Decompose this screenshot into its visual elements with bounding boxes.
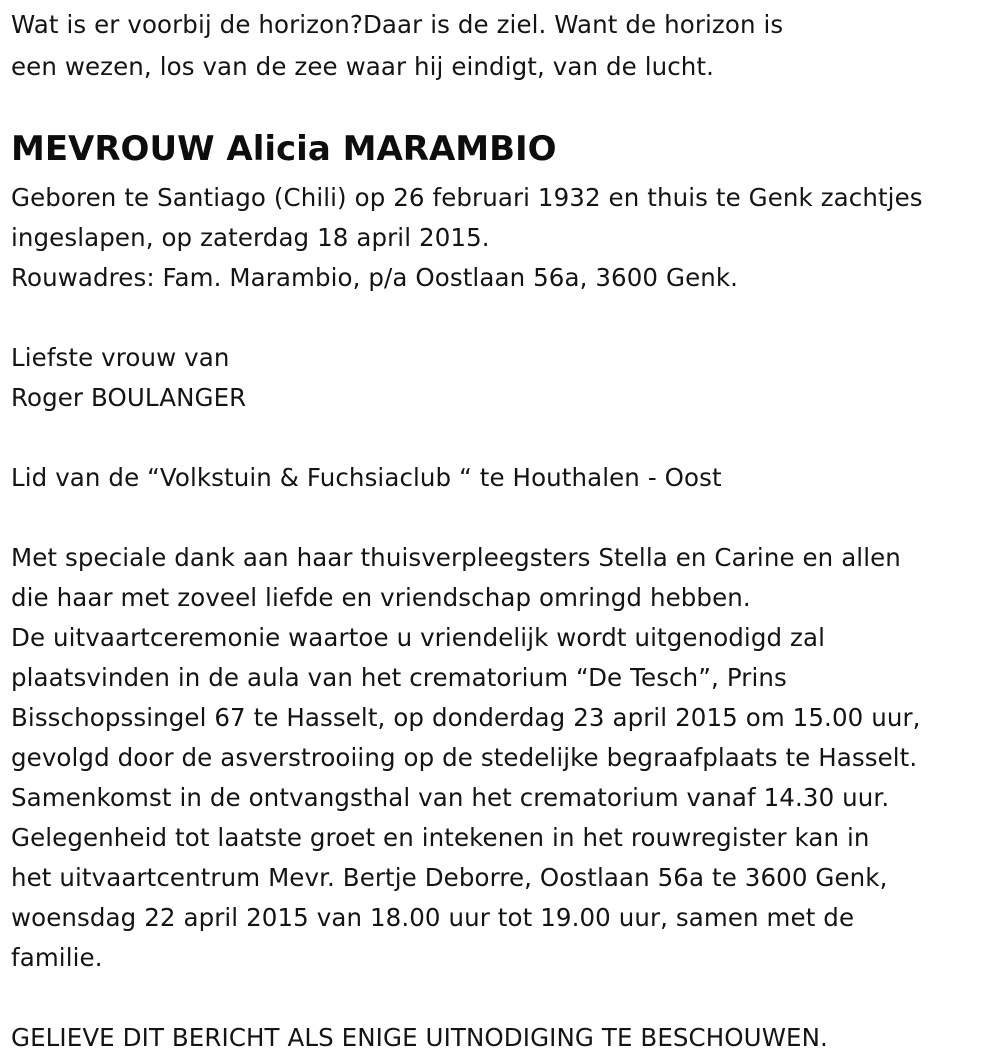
birth-death-info — [11, 178, 996, 258]
spacer — [11, 298, 996, 338]
body-line: De uitvaartceremonie waartoe u vriendelijk wordt uitgenodigd zal — [11, 623, 826, 652]
body-line: familie. — [11, 943, 103, 972]
membership-line: Lid van de “Volkstuin & Fuchsiaclub “ te Houthalen - Oost — [11, 463, 722, 492]
body-line: Samenkomst in de ontvangsthal van het crematorium vanaf 14.30 uur. — [11, 783, 890, 812]
closing-notice: GELIEVE DIT BERICHT ALS ENIGE UITNODIGING TE BESCHOUWEN. — [11, 1023, 828, 1052]
spouse-line-1: Liefste vrouw van — [11, 343, 230, 372]
body-line: Bisschopssingel 67 te Hasselt, op donderdag 23 april 2015 om 15.00 uur, — [11, 703, 921, 732]
deceased-name-heading: MEVROUW Alicia MARAMBIO — [11, 129, 557, 169]
birth-death-line-1: Geboren te Santiago (Chili) op 26 februari 1932 en thuis te Genk zachtjes — [11, 183, 923, 212]
spacer — [11, 978, 996, 1018]
obituary-notice — [11, 0, 996, 1058]
birth-death-line-2: ingeslapen, op zaterdag 18 april 2015. — [11, 223, 490, 252]
poem-line-2: een wezen, los van de zee waar hij eindigt, van de lucht. — [11, 52, 715, 81]
body-line: die haar met zoveel liefde en vriendschap omringd hebben. — [11, 583, 751, 612]
body-line: gevolgd door de asverstrooiing op de stedelijke begraafplaats te Hasselt. — [11, 743, 918, 772]
opening-poem — [11, 4, 996, 88]
spacer — [11, 418, 996, 458]
body-line: woensdag 22 april 2015 van 18.00 uur tot 19.00 uur, samen met de — [11, 903, 855, 932]
spouse-info — [11, 338, 996, 418]
ceremony-details — [11, 538, 996, 978]
body-line: plaatsvinden in de aula van het crematorium “De Tesch”, Prins — [11, 663, 787, 692]
poem-line-1: Wat is er voorbij de horizon?Daar is de ziel. Want de horizon is — [11, 10, 784, 39]
spacer — [11, 498, 996, 538]
body-line: Gelegenheid tot laatste groet en intekenen in het rouwregister kan in — [11, 823, 870, 852]
body-line: Met speciale dank aan haar thuisverpleegsters Stella en Carine en allen — [11, 543, 901, 572]
spouse-line-2: Roger BOULANGER — [11, 383, 247, 412]
mourning-address: Rouwadres: Fam. Marambio, p/a Oostlaan 56a, 3600 Genk. — [11, 263, 739, 292]
body-line: het uitvaartcentrum Mevr. Bertje Deborre, Oostlaan 56a te 3600 Genk, — [11, 863, 888, 892]
